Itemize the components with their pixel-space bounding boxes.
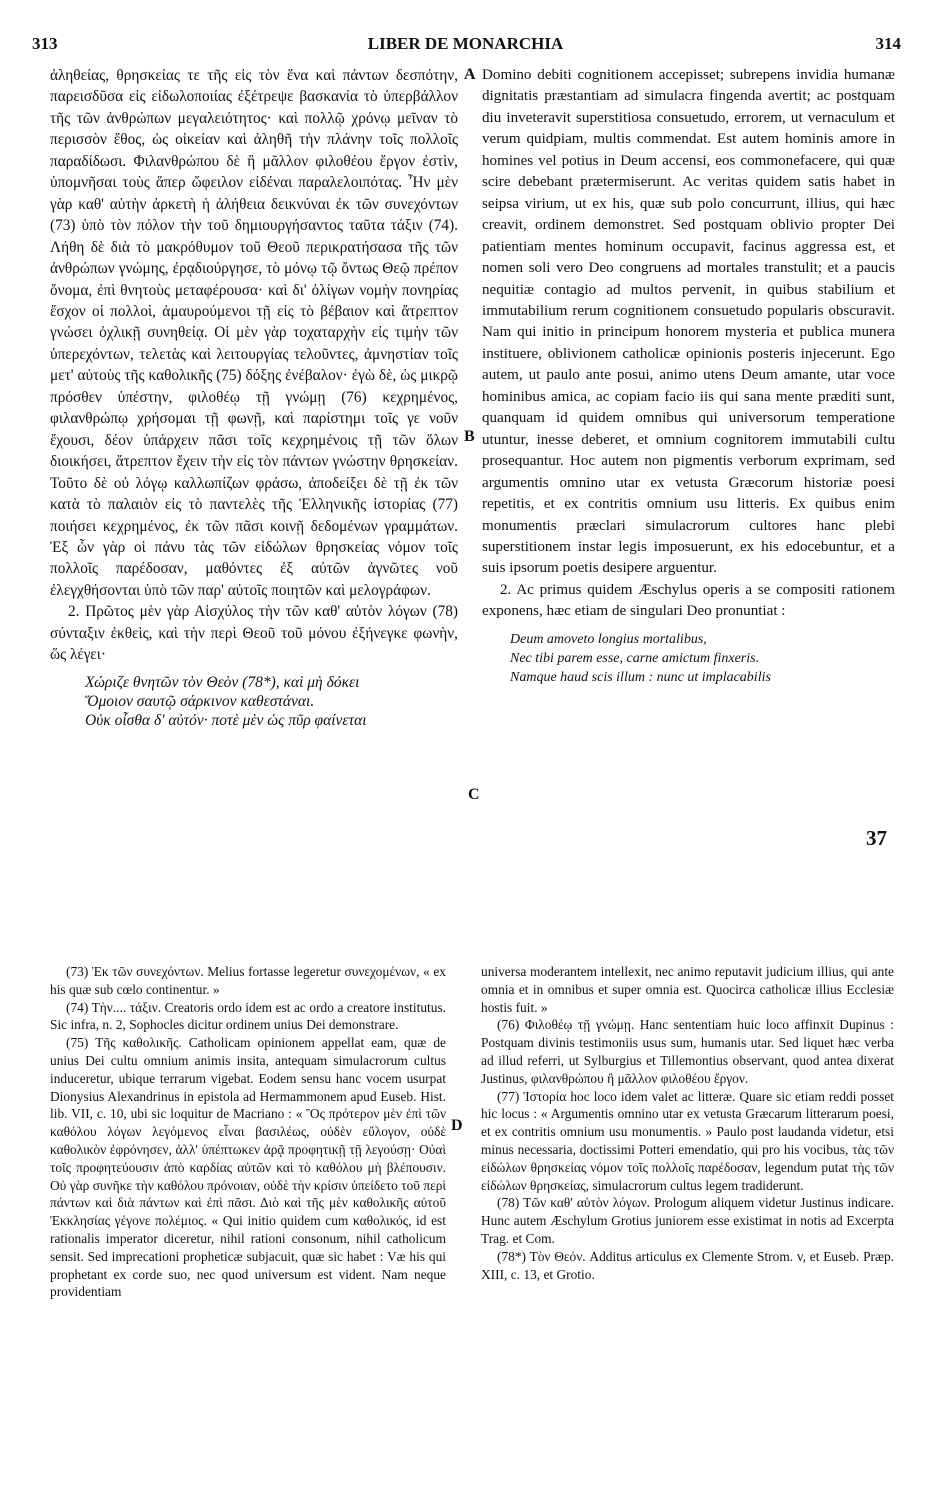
greek-verse-line: Χώριζε θνητῶν τὸν Θεὸν (78*), καὶ μὴ δόκει: [85, 673, 360, 691]
margin-letter-a: A: [464, 66, 476, 83]
footnote-continuation: universa moderantem intellexit, nec animo reputavit judicium illius, qui ante omnia et in omnibus et super omnia est. Quocirca catholicæ illius Ecclesiæ hostis fuit. »: [481, 964, 894, 1015]
greek-paragraph-1: ἀληθείας, θρησκείας τε τῆς εἰς τὸν ἕνα καὶ πάντων δεσπότην, παρεισδῦσα εἰς εἰδωλοποιίας ἐξέτρεψε βασκανία τὸ ὑπερβάλλον τῆς τῶν ἀνθρώπων μεγαλειότητος· καὶ πολλῷ χρόνῳ μεῖναν τὸ περισσὸν ἔθος, ὡς οἰκείαν καὶ ἀληθῆ τὴν πλάνην τοῖς πολλοῖς παραδίδωσι. Φιλανθρώπου δὲ ἢ μᾶλλον φιλοθέου ἔργον ἐστὶν, ὑπομνῆσαι τοὺς ἅπερ ὤφειλον εἰδέναι παραλελοιπότας. Ἦν μὲν γὰρ καθ' αὑτὴν ἀρκετὴ ἡ ἀλήθεια δεικνύναι ἐκ τῶν συνεχόντων (73) ὑπὸ τὸν πόλον τὴν τοῦ δημιουργήσαντος ταῦτα τάξιν (74). Λήθη δὲ διὰ τὸ μακρόθυμον τοῦ Θεοῦ περικρατήσασα τῆς τῶν ἀνθρώπων γνώμης, ἐρᾳδιούργησε, τὸ μόνῳ τῷ ὄντως Θεῷ πρέπον ὄνομα, ἐπὶ θνητοὺς μεταφέρουσα· καὶ δι' ὀλίγων νομὴν πονηρίας ἔσχον οἱ πολλοὶ, ἀμαυρούμενοι τῇ εἰς τὸ βέβαιον καὶ ἄτρεπτον γνώσει ὀχλικῇ συνηθείᾳ. Οἱ μὲν γὰρ τοχαταρχὴν εἰς τιμὴν τῶν ὑπερεχόντων, τελετὰς καὶ λειτουργίας τελοῦντες, ἀμνηστίαν τοῖς μετ' αὐτοὺς τῆς καθολικῆς (75) δόξης ἐνέβαλον· ἐγὼ δὲ, ὡς μικρῷ πρόσθεν ὑπέστην, φιλοθέῳ τῇ γνώμῃ (76) κεχρημένος, φιλανθρώπῳ χρήσομαι τῇ φωνῇ, καὶ παρίστημι τοῖς γε νοῦν ἔχουσι, δέον ὑπάρχειν πᾶσι τοῖς κεχρημένοις τῇ τῶν ὅλων διοικήσει, ἄτρεπτον ἔχειν τὴν εἰς τὸν πάντων γνώστην θρησκείαν. Τοῦτο δὲ οὐ λόγῳ καλλωπίζων φράσω, ἀποδείξει δὲ τῇ ἐκ τῶν κατὰ τὸ παλαιὸν εἰς τὸ παντελὲς τῆς Ἑλληνικῆς ἱστορίας (77) ποιήσει κεχρημένος, ἐκ τῶν πᾶσι κοινῇ δεδομένων γραμμάτων. Ἐξ ὧν γὰρ οἱ πάνυ τὰς τῶν εἰδώλων θρησκείας νόμον τοῖς πολλοῖς παρέδοσαν, μαθόντες ἐξ αὐτῶν ἀγνῶτες νοῦ ἐλεγχθήσονται ὑπὸ τῶν παρ' αὐτοῖς ποιητῶν καὶ μελογράφων.: [50, 67, 458, 599]
footnote: (77) Ἱστορία hoc loco idem valet ac litteræ. Quare sic etiam reddi posset hic locus : « Argumentis omnino utar ex vetusta Græcarum litterarum poesi, et ex contritis omnium usu monumentis. » Paulo post laudanda videtur, etsi minus necessaria, doctissimi Potteri emendatio, qui pro his vocibus, τὰς τῶν εἰδώλων θρησκείας νόμον τοῖς πολλοῖς παρέδοσαν, legendum putat τὴς τῶν εἰδώλων θρησκείας, simulacrorum cultus legem tradiderunt.: [481, 1088, 894, 1193]
margin-letter-c: C: [468, 786, 480, 803]
footnote: (76) Φιλοθέῳ τῇ γνώμῃ. Hanc sententiam huic loco affinxit Dupinus : Postquam divinis testimoniis usus sum, humanis utar. Sed liquet hæc verba ad illud referri, ut Sylburgius et Tillemontius observant, quod antea dixerat Justinus, φιλανθρώπου ἢ μᾶλλον φιλοθέου ἔργον.: [481, 1017, 894, 1086]
footnotes-right: [481, 963, 894, 1283]
footnote: (74) Τὴν.... τάξιν. Creatoris ordo idem est ac ordo a creatore institutus. Sic infra, n. 2, Sophocles dicitur ordinem unius Dei demonstrare.: [50, 999, 446, 1033]
greek-paragraph-2: 2. Πρῶτος μὲν γὰρ Αἰσχύλος τὴν τῶν καθ' αὑτὸν λόγων (78) σύνταξιν ἐκθεὶς, καὶ τὴν περὶ Θεοῦ τοῦ μόνου ἐξήνεγκε φωνὴν, ὥς λέγει·: [50, 603, 458, 664]
margin-letter-d: D: [451, 1117, 463, 1134]
running-title: LIBER DE MONARCHIA: [367, 34, 564, 53]
footnotes-left: [50, 963, 446, 1301]
latin-paragraph-1: Domino debiti cognitionem accepisset; subrepens invidia humanæ dignitatis præstantiam ad simulacra fingenda avertit; ac postquam diu inveteravit superstitiosa consuetudo, errorem, ut vernaculum et verum quidpiam, multis commendat. Est autem hominis amore in homines vel potius in Deum accensi, eos commonefacere, qui quæ scire debebant prætermiserunt. Ac veritas quidem satis habet in seipsa virium, ut ex his, quæ sub polo concurrunt, illius, qui hæc creavit, ordinem demonstret. Sed postquam oblivio propter Dei patientiam mentes hominum occupavit, facinus aggressa est, et nomen soli vero Deo congruens ad mortales transtulit; et a paucis nequitiæ contagio ad multos pervenit, in quibus stabilium et immutabilium rerum cognitionem consuetudo popularis obscuravit. Nam qui initio in principum honorem mysteria et publica munera instituere, oblivionem catholicæ opinionis posteris injecerunt. Ego autem, ut paulo ante posui, animo utens Deum amante, utar voce hominibus amica, ac copiam facio iis qui sana mente præditi sunt, quanquam id quidem omnibus qui universorum temperatione utuntur, inesse deberet, et omnium cognitorem immutabili cultu prosequantur. Hoc autem non pigmentis verborum exprimam, sed argumentis omnino utar ex vetusta Græcorum historiæ poesi repetitis, et ex contritis omnium usu litteris. Ex quibus enim monumentis præclari simulacrorum cultores hanc plebi superstitionem instar legis imposuerunt, ex his edocebuntur, et a suis ipsorum poetis desipere arguentur.: [482, 67, 895, 577]
latin-verse-line: Namque haud scis illum : nunc ut implacabilis: [510, 669, 771, 685]
greek-verse-line: Ὅμοιον σαυτῷ σάρκινον καθεστάναι.: [85, 692, 315, 710]
latin-verse-line: Deum amoveto longius mortalibus,: [510, 631, 707, 647]
greek-column: [50, 65, 458, 730]
margin-section-number: 37: [866, 826, 887, 850]
footnote: (78) Τῶν καθ' αὑτὸν λόγων. Prologum aliquem videtur Justinus indicare. Hunc autem Æschylum Grotius juniorem esse existimat in notis ad Excerpta Trag. et Com.: [481, 1195, 894, 1246]
margin-letter-b: B: [464, 428, 475, 445]
page-header: [30, 34, 901, 56]
footnote: (73) Ἐκ τῶν συνεχόντων. Melius fortasse legeretur συνεχομένων, « ex his quæ sub cœlo continentur. »: [50, 964, 446, 997]
latin-column: [482, 65, 895, 687]
latin-paragraph-2: 2. Ac primus quidem Æschylus operis a se compositi rationem exponens, hæc etiam de singulari Deo pronuntiat :: [482, 581, 895, 620]
latin-verse: [482, 630, 895, 687]
greek-verse: [50, 673, 458, 730]
page-number-right: 314: [875, 34, 901, 53]
latin-verse-line: Nec tibi parem esse, carne amictum finxeris.: [510, 650, 760, 666]
page-number-left: 313: [32, 34, 58, 53]
greek-verse-line: Οὐκ οἶσθα δ' αὐτόν· ποτὲ μὲν ὡς πῦρ φαίνεται: [85, 711, 367, 729]
footnote: (75) Τῆς καθολικῆς. Catholicam opinionem appellat eam, quæ de unius Dei cultu omnium animis insita, antequam simulacrorum cultus induceretur, ubique terrarum vigebat. Eodem sensu hanc vocem usurpat Dionysius Alexandrinus in epistola ad Hermammonem apud Euseb. Hist. lib. VII, c. 10, ubi sic loquitur de Macriano : « Ὃς πρότερον μὲν ἐπὶ τῶν καθόλου λόγων λεγόμενος εἶναι βασιλέως, οὐδὲν εὔλογον, οὐδὲ καθολικὸν ἐφρόνησεν, ἀλλ' ὑπέπτωκεν ἀρᾷ προφητικῇ τῇ λεγούσῃ· Οὐαὶ τοῖς προφητεύουσιν ἀπὸ καρδίας αὐτῶν καὶ τὸ καθόλου μὴ βλέπουσιν. Οὐ γὰρ συνῆκε τὴν καθόλου πρόνοιαν, οὐδὲ τὴν κρίσιν ὑπείδετο τοῦ περὶ πάντων καὶ διὰ πάντων καὶ ἐπὶ πᾶσι. Διὸ καὶ τῆς μὲν καθολικῆς αὐτοῦ Ἐκκλησίας γέγονε πολέμιος. « Qui initio quidem cum καθολικός, id est rationalis imperator diceretur, nihil rationi consonum, nihil catholicum sensit. Sed imprecationi propheticæ subjacuit, quæ sic habet : Væ his qui prophetant ex corde suo, nec quod universum est vident. Nam neque providentiam: [50, 1035, 446, 1300]
footnote: (78*) Τὸν Θεόν. Additus articulus ex Clemente Strom. v, et Euseb. Præp. XIII, c. 13, et Grotio.: [481, 1248, 894, 1282]
